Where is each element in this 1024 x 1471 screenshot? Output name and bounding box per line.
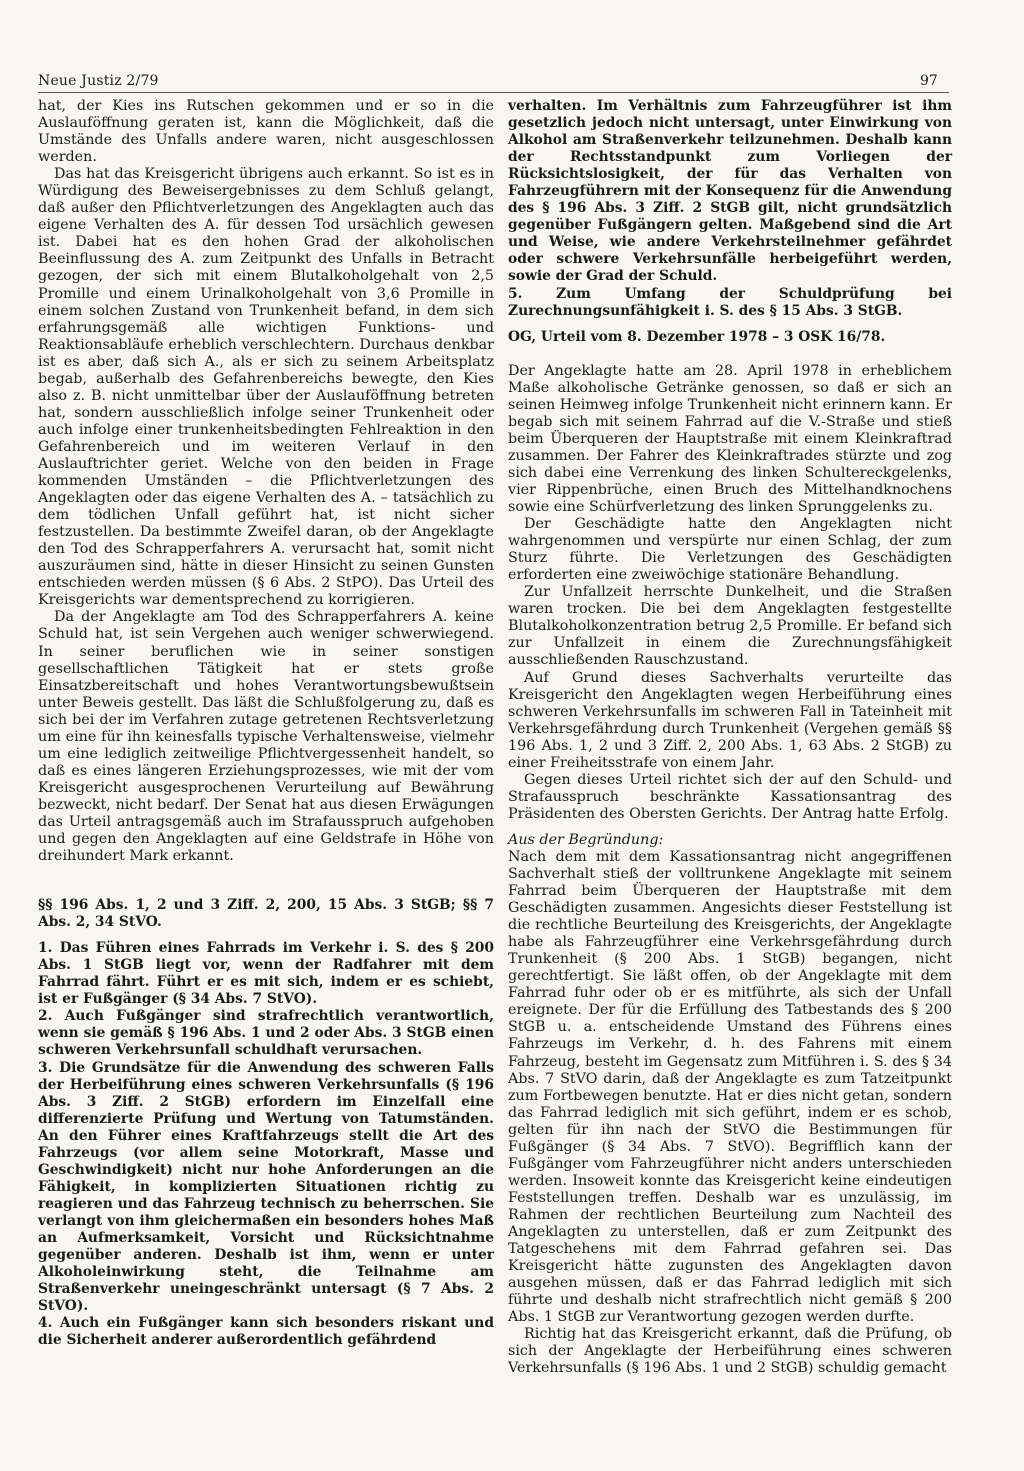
paragraph: hat, der Kies ins Rutschen gekommen und er so in die Auslauföffnung geraten ist, kann die Möglichkeit, daß die Umstände des Unfalls andere waren, nicht ausgeschlossen werden.: [38, 98, 494, 166]
header-rule: [38, 92, 949, 93]
court-citation: OG, Urteil vom 8. Dezember 1978 – 3 OSK 16/78.: [508, 328, 886, 345]
headnote-2: 2. Auch Fußgänger sind strafrechtlich verantwortlich, wenn sie gemäß § 196 Abs. 1 und 2 oder Abs. 3 StGB einen schweren Verkehrsunfall schuldhaft verursachen.: [38, 1008, 494, 1059]
headnote-4-continued: verhalten. Im Verhältnis zum Fahrzeugführer ist ihm gesetzlich jedoch nicht untersagt, unter Einwirkung von Alkohol am Straßenverkehr teilzunehmen. Deshalb kann der Rechtsstandpunkt zum Vorliegen der Rücksichtslosigkeit, der für das Verhalten von Fahrzeugführern mit der Konsequenz für die Anwendung des § 196 Abs. 3 Ziff. 2 StGB gilt, nicht grundsätzlich gegenüber Fußgängern gelten. Maßgebend sind die Art und Weise, wie andere Verkehrsteilnehmer gefährdet oder schwere Verkehrsunfälle herbeigeführt werden, sowie der Grad der Schuld.: [508, 98, 952, 285]
left-column: [38, 98, 494, 1349]
paragraph: Zur Unfallzeit herrschte Dunkelheit, und die Straßen waren trocken. Die bei dem Angeklagten festgestellte Blutalkoholkonzentration betrug 2,5 Promille. Er befand sich zur Unfallzeit in einem die Zurechnungsfähigkeit ausschließenden Rauschzustand.: [508, 584, 952, 669]
paragraph: Der Geschädigte hatte den Angeklagten nicht wahrgenommen und verspürte nur einen Schlag, der zum Sturz führte. Die Verletzungen des Geschädigten erforderten eine zweiwöchige stationäre Behandlung.: [508, 516, 952, 584]
section-gap: [508, 320, 952, 329]
right-column: [508, 98, 952, 1377]
headnote-5: 5. Zum Umfang der Schuldprüfung bei Zurechnungsunfähigkeit i. S. des § 15 Abs. 3 StGB.: [508, 285, 952, 319]
section-gap: [38, 865, 494, 897]
paragraph: Auf Grund dieses Sachverhalts verurteilte das Kreisgericht den Angeklagten wegen Herbeiführung eines schweren Verkehrsunfalls im schweren Fall in Tateinheit mit Verkehrsgefährdung durch Trunkenheit (Vergehen gemäß §§ 196 Abs. 1, 2 und 3 Ziff. 2, 200 Abs. 1, 63 Abs. 2 StGB) zu einer Freiheitsstrafe von einem Jahr.: [508, 669, 952, 771]
paragraph: Der Angeklagte hatte am 28. April 1978 in erheblichem Maße alkoholische Getränke genossen, so daß er sich an seinen Heimweg infolge Trunkenheit nicht erinnern kann. Er begab sich mit seinem Fahrrad auf die V.-Straße und stieß beim Überqueren der Hauptstraße mit einem Kleinkraftrad zusammen. Der Fahrer des Kleinkraftrades stürzte und zog sich dabei eine Verrenkung des linken Schultereckgelenks, vier Rippenbrüche, einen Bruch des Mittelhandknochens sowie eine Schürfverletzung des linken Sprunggelenks zu.: [508, 362, 952, 516]
paragraph: Gegen dieses Urteil richtet sich der auf den Schuld- und Strafausspruch beschränkte Kassationsantrag des Präsidenten des Obersten Gerichts. Der Antrag hatte Erfolg.: [508, 771, 952, 822]
paragraph: Das hat das Kreisgericht übrigens auch erkannt. So ist es in Würdigung des Beweisergebnisses zu dem Schluß gelangt, daß außer den Pflichtverletzungen des Angeklagten auch das eigene Verhalten des A. für dessen Tod ursächlich gewesen ist. Dabei hat es den hohen Grad der alkoholischen Beeinflussung des A. zum Zeitpunkt des Unfalls in Betracht gezogen, der sich mit einem Blutalkoholgehalt von 2,5 Promille und einem Urinalkoholgehalt von 3,6 Promille in einem solchen Zustand von Trunkenheit befand, in dem sich erfahrungsgemäß alle wichtigen Funktions- und Reaktionsabläufe erheblich verschlechtern. Durchaus denkbar ist es aber, daß sich A., als er sich zu seinem Arbeitsplatz begab, außerhalb des Gefahrenbereichs bewegte, den Kies also z. B. nicht unmittelbar über der Auslauföffnung betreten hat, sondern ausschließlich infolge seiner Trunkenheit oder auch infolge einer trunkenheitsbedingten Fehlreaktion in den Gefahrenbereich und im weiteren Verlauf in den Auslauftrichter geriet. Welche von den beiden in Frage kommenden Umständen – die Pflichtverletzungen des Angeklagten oder das eigene Verhalten des A. – tatsächlich zu dem tödlichen Unfall geführt hat, ist nicht sicher festzustellen. Da bestimmte Zweifel daran, ob der Angeklagte den Tod des Schrapperfahrers A. verursacht hat, somit nicht auszuräumen sind, hätte in dieser Hinsicht zu seinen Gunsten entschieden werden müssen (§ 6 Abs. 2 StPO). Das Urteil des Kreisgerichts war dementsprechend zu korrigieren.: [38, 166, 494, 609]
section-gap: [38, 931, 494, 940]
paragraph: Richtig hat das Kreisgericht erkannt, daß die Prüfung, ob sich der Angeklagte der Herbeiführung eines schweren Verkehrsunfalls (§ 196 Abs. 1 und 2 StGB) schuldig gemacht: [508, 1326, 952, 1377]
statute-citation: §§ 196 Abs. 1, 2 und 3 Ziff. 2, 200, 15 Abs. 3 StGB; §§ 7 Abs. 2, 34 StVO.: [38, 897, 494, 931]
paragraph: Da der Angeklagte am Tod des Schrapperfahrers A. keine Schuld hat, ist sein Vergehen auch weniger schwerwiegend. In seiner beruflichen wie in seiner sonstigen gesellschaftlichen Tätigkeit hat er stets große Einsatzbereitschaft und hohes Verantwortungsbewußtsein unter Beweis gestellt. Das läßt die Schlußfolgerung zu, daß es sich bei der im Verfahren zutage getretenen Rechtsverletzung um eine für ihn keinesfalls typische Verhaltensweise, vielmehr um eine lediglich zeitweilige Pflichtvergessenheit handelt, so daß es eines längeren Erziehungsprozesses, wie mit der vom Kreisgericht ausgesprochenen Verurteilung auf Bewährung bezweckt, nicht bedarf. Der Senat hat aus diesen Erwägungen das Urteil antragsgemäß auch im Strafausspruch aufgehoben und gegen den Angeklagten auf eine Geldstrafe in Höhe von dreihundert Mark erkannt.: [38, 609, 494, 865]
page-number: 97: [920, 73, 938, 89]
paragraph: Nach dem mit dem Kassationsantrag nicht angegriffenen Sachverhalt stieß der volltrunkene Angeklagte mit seinem Fahrrad beim Überqueren der Hauptstraße mit dem Geschädigten zusammen. Angesichts dieser Feststellung ist die rechtliche Beurteilung des Kreisgerichts, der Angeklagte habe als Fahrzeugführer eine Verkehrsgefährdung durch Trunkenheit (§ 200 Abs. 1 StGB) begangen, nicht gerechtfertigt. Sie läßt offen, ob der Angeklagte mit dem Fahrrad fuhr oder ob er es mitführte, als sich der Unfall ereignete. Der für die Erfüllung des Tatbestands des § 200 StGB u. a. entscheidende Umstand des Führens eines Fahrzeugs im Verkehr, d. h. des Fahrens mit einem Fahrzeug, besteht im Gegensatz zum Mitführen i. S. des § 34 Abs. 7 StVO darin, daß der Angeklagte es zum Tatzeitpunkt zum Fortbewegen benutzte. Hat er dies nicht getan, sondern das Fahrrad lediglich mit sich geführt, indem er es schob, gelten für ihn nach der StVO die Bestimmungen für Fußgänger (§ 34 Abs. 7 StVO). Begrifflich kann der Fußgänger vom Fahrzeugführer nicht anders unterschieden werden. Insoweit konnte das Kreisgericht keine eindeutigen Feststellungen treffen. Deshalb war es unzulässig, im Rahmen der rechtlichen Beurteilung zum Nachteil des Angeklagten zu unterstellen, daß er zum Zeitpunkt des Tatgeschehens mit dem Fahrrad gefahren sei. Das Kreisgericht hätte zugunsten des Angeklagten davon ausgehen müssen, daß er das Fahrrad lediglich mit sich führte und deshalb nicht strafrechtlich nicht gemäß § 200 Abs. 1 StGB zur Verantwortung gezogen werden durfte.: [508, 848, 952, 1326]
headnote-3: 3. Die Grundsätze für die Anwendung des schweren Falls der Herbeiführung eines schweren Verkehrsunfalls (§ 196 Abs. 3 Ziff. 2 StGB) erfordern im Einzelfall eine differenzierte Prüfung und Wertung von Tatumständen. An den Führer eines Kraftfahrzeugs stellt die Art des Fahrzeugs (vor allem seine Motorkraft, Masse und Geschwindigkeit) nicht nur hohe Anforderungen an die Fähigkeit, in komplizierten Situationen richtig zu reagieren und das Fahrzeug technisch zu beherrschen. Sie verlangt von ihm gleichermaßen ein besonders hohes Maß an Aufmerksamkeit, Vorsicht und Rücksichtnahme gegenüber anderen. Deshalb ist ihm, wenn er unter Alkoholeinwirkung steht, die Teilnahme am Straßenverkehr uneingeschränkt untersagt (§ 7 Abs. 2 StVO).: [38, 1059, 494, 1315]
headnote-1: 1. Das Führen eines Fahrrads im Verkehr i. S. des § 200 Abs. 1 StGB liegt vor, wenn der Radfahrer mit dem Fahrrad fährt. Führt er es mit sich, indem er es schiebt, ist er Fußgänger (§ 34 Abs. 7 StVO).: [38, 940, 494, 1008]
headnote-4: 4. Auch ein Fußgänger kann sich besonders riskant und die Sicherheit anderer außerordentlich gefährdend: [38, 1315, 494, 1349]
running-header: Neue Justiz 2/79: [38, 73, 159, 89]
subheading: Aus der Begründung:: [508, 831, 664, 848]
section-gap: [508, 346, 952, 363]
section-gap: [508, 823, 952, 832]
